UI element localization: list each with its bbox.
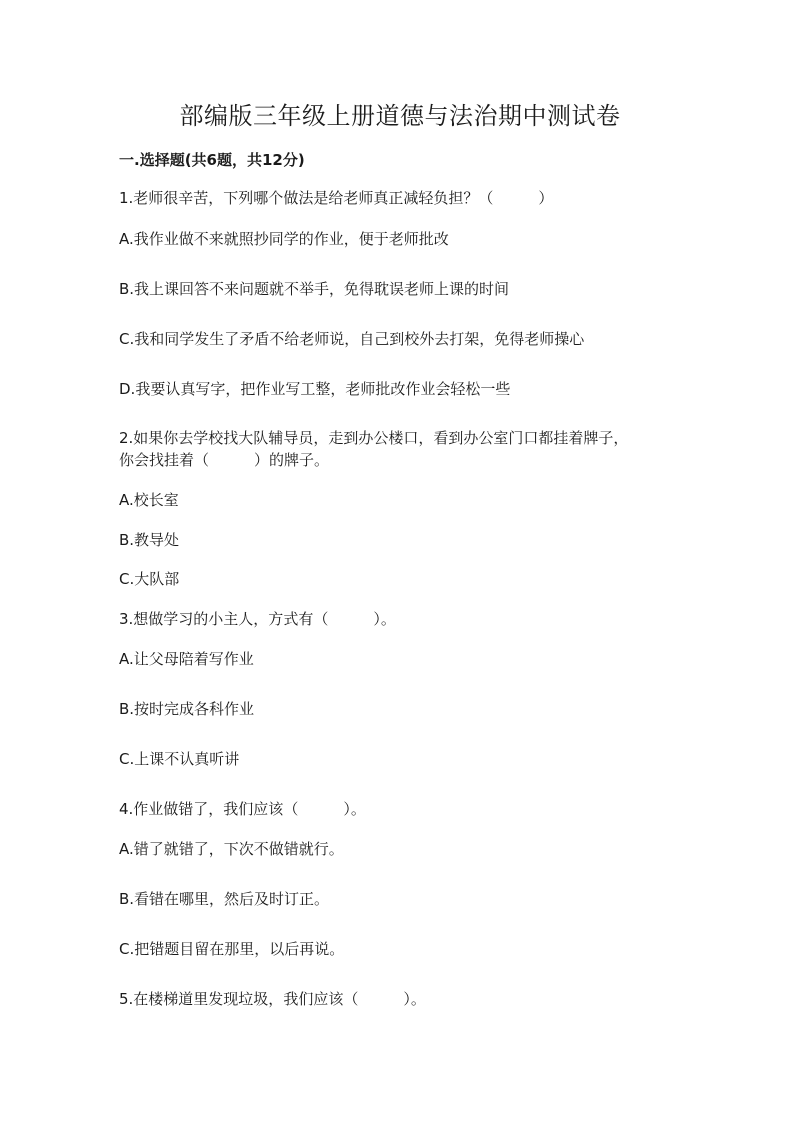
question-2-stem-line-2: 你会找挂着（ ）的牌子。 <box>119 451 330 469</box>
question-2-stem-line-1: 2.如果你去学校找大队辅导员，走到办公楼口，看到办公室门口都挂着牌子， <box>119 429 629 447</box>
question-3-option-c: C.上课不认真听讲 <box>119 750 240 768</box>
question-3-option-b: B.按时完成各科作业 <box>119 700 255 718</box>
question-2-option-b: B.教导处 <box>119 531 180 549</box>
question-5-stem: 5.在楼梯道里发现垃圾，我们应该（ ）。 <box>119 990 426 1008</box>
page-title: 部编版三年级上册道德与法治期中测试卷 <box>179 102 621 130</box>
question-3-option-a: A.让父母陪着写作业 <box>119 650 254 668</box>
question-1-stem: 1.老师很辛苦，下列哪个做法是给老师真正减轻负担？（ ） <box>119 189 554 207</box>
question-2-option-a: A.校长室 <box>119 491 179 509</box>
question-4-option-a: A.错了就错了，下次不做错就行。 <box>119 840 344 858</box>
question-3-stem: 3.想做学习的小主人，方式有（ ）。 <box>119 610 396 628</box>
question-1-option-a: A.我作业做不来就照抄同学的作业，便于老师批改 <box>119 230 449 248</box>
question-1-option-b: B.我上课回答不来问题就不举手，免得耽误老师上课的时间 <box>119 280 510 298</box>
question-4-option-b: B.看错在哪里，然后及时订正。 <box>119 890 330 908</box>
question-4-option-c: C.把错题目留在那里，以后再说。 <box>119 940 345 958</box>
question-1-option-d: D.我要认真写字，把作业写工整，老师批改作业会轻松一些 <box>119 380 511 398</box>
question-1-option-c: C.我和同学发生了矛盾不给老师说，自己到校外去打架，免得老师操心 <box>119 330 585 348</box>
question-4-stem: 4.作业做错了，我们应该（ ）。 <box>119 800 366 818</box>
question-2-option-c: C.大队部 <box>119 570 180 588</box>
section-heading: 一.选择题(共6题，共12分) <box>119 151 305 169</box>
